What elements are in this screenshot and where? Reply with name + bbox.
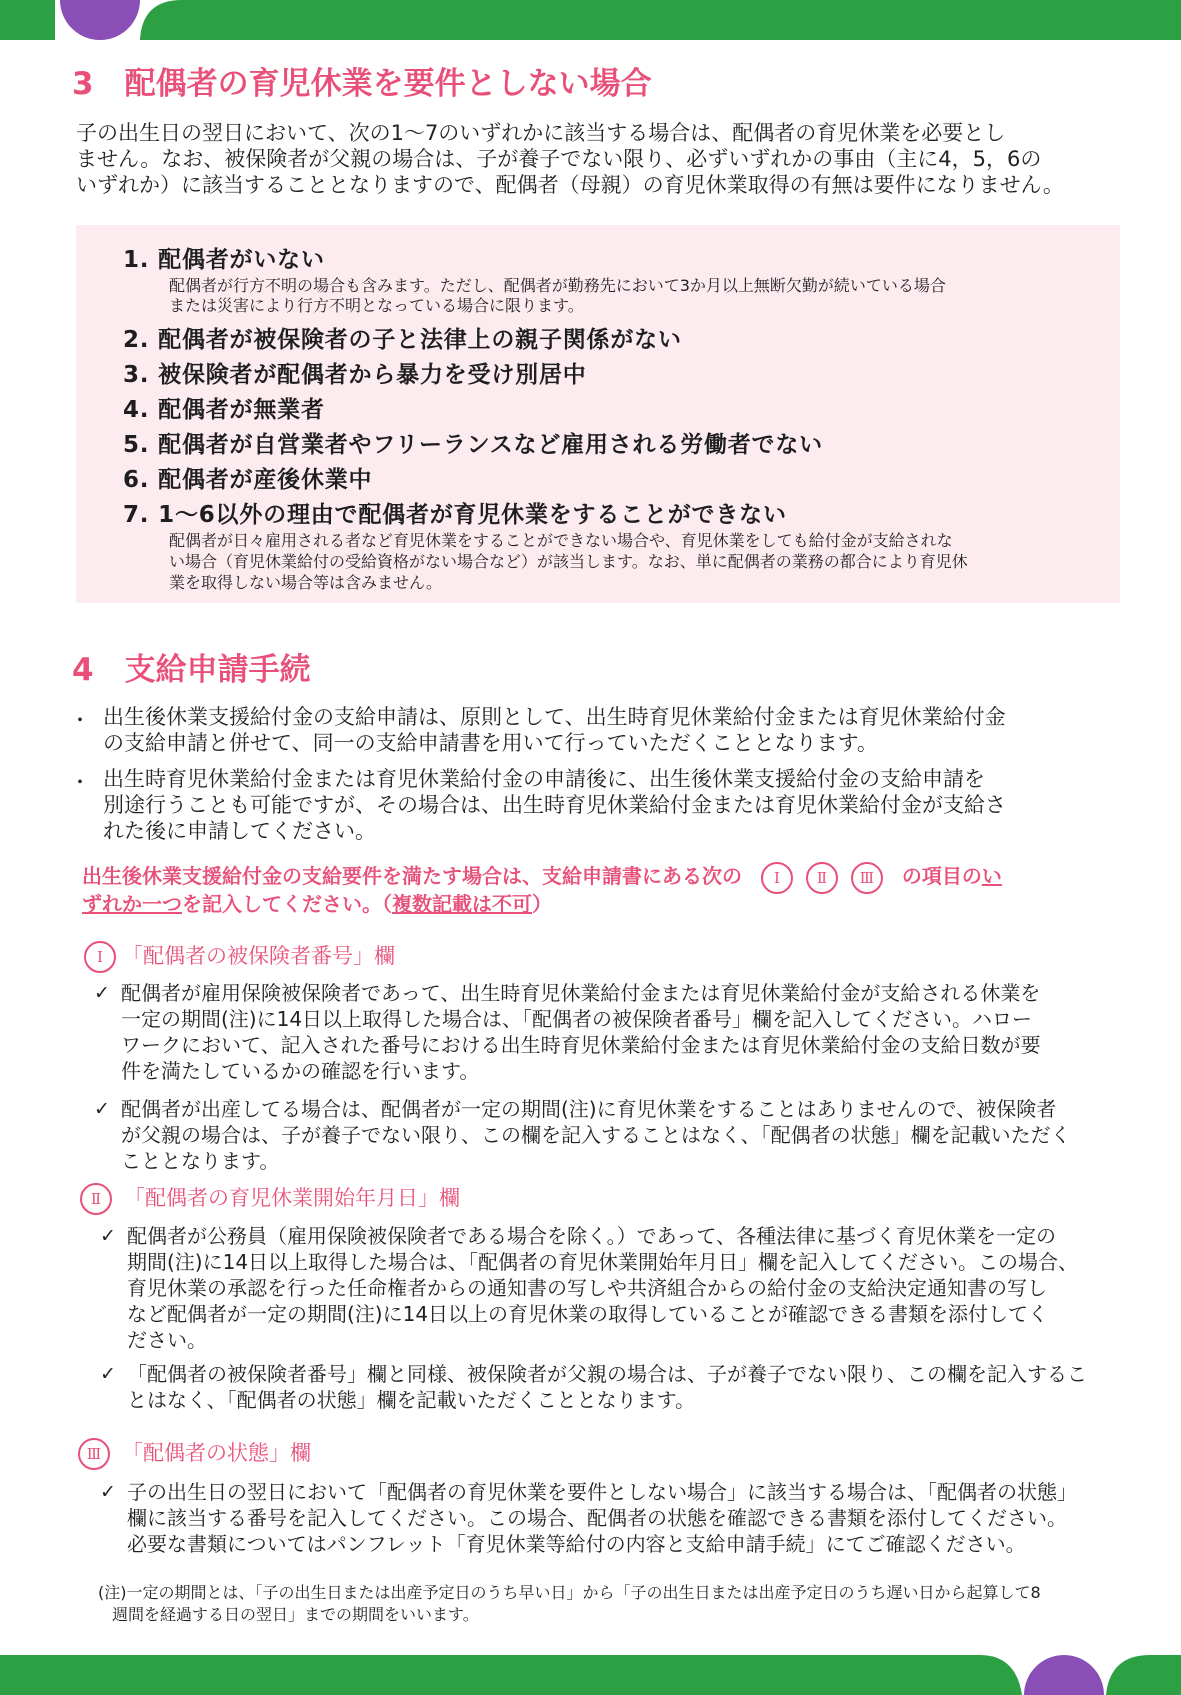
check-icon: ✓ [100,1481,116,1503]
sub1-heading [84,940,395,973]
roman-numeral-1-icon: Ⅰ [761,862,793,894]
exemption-item-7: 7. 1～6以外の理由で配偶者が育児休業をすることができない [123,502,787,528]
sub3-check1-line-1: 子の出生日の翌日において「配偶者の育児休業を要件としない場合」に該当する場合は、「配偶者の状態」 [127,1480,1077,1504]
roman-numeral-3-icon: Ⅲ [78,1438,110,1470]
emphasis-underline-a: い [981,864,1002,888]
bullet-2-line-2: 別途行うことも可能ですが、その場合は、出生時育児休業給付金または育児休業給付金が支給さ [103,793,1006,817]
footnote-line-1: (注)一定の期間とは、「子の出生日または出産予定日のうち早い日」から「子の出生日または出産予定日のうち遅い日から起算して8 [98,1583,1041,1602]
bottom-green-left [0,1655,1022,1695]
sub2-check2-line-2: とはなく、「配偶者の状態」欄を記載いただくこととなります。 [127,1388,695,1412]
emphasis-text-b: の項目の [901,864,982,888]
bullet-1-line-2: の支給申請と併せて、同一の支給申請書を用いて行っていただくこととなります。 [103,731,878,755]
bullet-2-line-1: 出生時育児休業給付金または育児休業給付金の申請後に、出生後休業支援給付金の支給申請を [103,767,985,791]
emphasis-underline-b: ずれか一つ [82,892,182,916]
bullet-mark: ・ [70,770,90,794]
sub3-heading [78,1437,311,1470]
sub1-check2-line-2: が父親の場合は、子が養子でない限り、この欄を記入することはなく、「配偶者の状態」欄を記載いただく [121,1123,1071,1147]
emphasis-text-d: ） [532,892,552,916]
exemption-item-1: 1. 配偶者がいない [123,247,325,273]
check-icon: ✓ [94,1098,110,1120]
sub3-title: 「配偶者の状態」欄 [122,1441,311,1465]
sub1-check1-line-4: 件を満たしているかの確認を行います。 [121,1059,480,1083]
section3-intro-line-3: いずれか）に該当することとなりますので、配偶者（母親）の育児休業取得の有無は要件になりません。 [76,173,1064,197]
sub1-check2-line-1: 配偶者が出産してる場合は、配偶者が一定の期間(注)に育児休業をすることはありませんので、被保険者 [121,1097,1057,1121]
bullet-mark: ・ [70,708,90,732]
sub1-check1-line-3: ワークにおいて、記入された番号における出生時育児休業給付金または育児休業給付金の支給日数が要 [121,1033,1041,1057]
sub2-check1-line-2: 期間(注)に14日以上取得した場合は、「配偶者の育児休業開始年月日」欄を記入してください。この場合、 [127,1250,1079,1274]
exemption-item-1-note-line-1: 配偶者が行方不明の場合も含みます。ただし、配偶者が勤務先において3か月以上無断欠勤が続いている場合 [169,276,946,295]
section3-intro-line-1: 子の出生日の翌日において、次の1～7のいずれかに該当する場合は、配偶者の育児休業を必要とし [76,121,1006,145]
bottom-decoration-band [0,1655,1181,1695]
exemption-item-5: 5. 配偶者が自営業者やフリーランスなど雇用される労働者でない [123,432,823,458]
sub2-check1-line-1: 配偶者が公務員（雇用保険被保険者である場合を除く。）であって、各種法律に基づく育児休業を一定の [127,1224,1056,1248]
check-icon: ✓ [100,1225,116,1247]
section3-title: 3 配偶者の育児休業を要件としない場合 [72,66,652,102]
sub3-check1-line-3: 必要な書類についてはパンフレット「育児休業等給付の内容と支給申請手続」にてご確認ください。 [127,1532,1026,1556]
emphasis-text-a: 出生後休業支援給付金の支給要件を満たす場合は、支給申請書にある次の [82,864,742,888]
check-icon: ✓ [100,1363,116,1385]
emphasis-underline-c: 複数記載は不可 [392,892,532,916]
emphasis-text-c: を記入してください。（ [182,892,392,916]
exemption-item-2: 2. 配偶者が被保険者の子と法律上の親子関係がない [123,327,682,353]
top-green-left [0,0,55,40]
sub2-title: 「配偶者の育児休業開始年月日」欄 [124,1186,460,1210]
sub2-check2-line-1: 「配偶者の被保険者番号」欄と同様、被保険者が父親の場合は、子が養子でない限り、この欄を記入するこ [127,1362,1087,1386]
roman-numeral-2-icon: Ⅱ [806,862,838,894]
check-icon: ✓ [94,982,110,1004]
exemption-item-6: 6. 配偶者が産後休業中 [123,467,373,493]
sub3-check1-line-2: 欄に該当する番号を記入してください。この場合、配偶者の状態を確認できる書類を添付してください。 [127,1506,1067,1530]
exemption-item-1-note-line-2: または災害により行方不明となっている場合に限ります。 [169,296,584,315]
section4-title: 4 支給申請手続 [72,652,311,688]
exemption-item-7-note-line-1: 配偶者が日々雇用される者など育児休業をすることができない場合や、育児休業をしても給付金が支給されな [169,531,953,550]
sub1-check1-line-1: 配偶者が雇用保険被保険者であって、出生時育児休業給付金または育児休業給付金が支給される休業を [121,981,1041,1005]
exemption-item-7-note-line-2: い場合（育児休業給付の受給資格がない場合など）が該当します。なお、単に配偶者の業務の都合により育児休 [169,552,968,571]
footnote-line-2: 週間を経過する日の翌日」までの期間をいいます。 [112,1605,479,1624]
sub1-check1-line-2: 一定の期間(注)に14日以上取得した場合は、「配偶者の被保険者番号」欄を記入してください。ハロー [121,1007,1033,1031]
sub1-title: 「配偶者の被保険者番号」欄 [122,944,395,968]
sub2-heading [80,1182,460,1215]
roman-numeral-1-icon: Ⅰ [84,941,116,973]
exemption-item-7-note-line-3: 業を取得しない場合等は含みません。 [169,573,442,592]
bullet-2-line-3: れた後に申請してください。 [103,819,376,843]
exemption-item-4: 4. 配偶者が無業者 [123,397,325,423]
top-decoration-band [0,0,1181,40]
emphasis-line-2 [82,889,552,919]
top-purple-circle [60,0,140,40]
exemption-item-3: 3. 被保険者が配偶者から暴力を受け別居中 [123,362,587,388]
top-green-right [140,0,1181,40]
bottom-green-right [1106,1655,1181,1695]
roman-numeral-3-icon: Ⅲ [851,862,883,894]
sub2-check1-line-4: など配偶者が一定の期間(注)に14日以上の育児休業の取得していることが確認できる書類を添付してく [127,1302,1049,1326]
bullet-1-line-1: 出生後休業支援給付金の支給申請は、原則として、出生時育児休業給付金または育児休業給付金 [103,705,1006,729]
bottom-purple-circle [1024,1655,1104,1695]
sub1-check2-line-3: こととなります。 [121,1149,280,1173]
section3-intro-line-2: ません。なお、被保険者が父親の場合は、子が養子でない限り、必ずいずれかの事由（主に4，5，6の [76,147,1042,171]
sub2-check1-line-5: ださい。 [127,1328,207,1352]
roman-numeral-2-icon: Ⅱ [80,1183,112,1215]
sub2-check1-line-3: 育児休業の承認を行った任命権者からの通知書の写しや共済組合からの給付金の支給決定通知書の写し [127,1276,1047,1300]
